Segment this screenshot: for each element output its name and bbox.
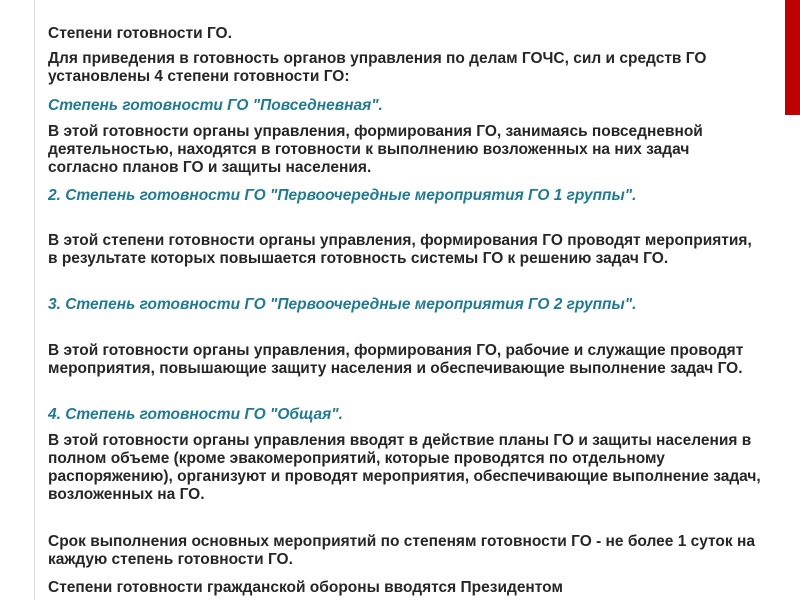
level-1-heading: Степень готовности ГО "Повседневная".: [48, 97, 383, 114]
level-2-heading: 2. Степень готовности ГО "Первоочередные мероприятия ГО 1 группы".: [48, 187, 637, 204]
intro-paragraph: Для приведения в готовность органов управления по делам ГОЧС, сил и средств ГО установлены 4 степени готовности ГО:: [48, 50, 707, 85]
level-1-description: В этой готовности органы управления, формирования ГО, занимаясь повседневной деятельностью, находятся в готовности к выполнению возложенных на них задач согласно планов ГО и защиты населения.: [48, 123, 703, 176]
accent-bar: [785, 0, 800, 115]
level-4-heading: 4. Степень готовности ГО "Общая".: [48, 406, 343, 423]
level-3-description: В этой готовности органы управления, формирования ГО, рабочие и служащие проводят мероприятия, повышающие защиту населения и обеспечивающие выполнение задач ГО.: [48, 342, 744, 377]
slide-left-border: [34, 0, 35, 600]
slide-content: [48, 0, 763, 600]
level-2-description: В этой степени готовности органы управления, формирования ГО проводят мероприятия, в результате которых повышается готовность системы ГО к решению задач ГО.: [48, 232, 752, 267]
introduction-paragraph: Степени готовности гражданской обороны вводятся Президентом: [48, 579, 563, 596]
level-4-description: В этой готовности органы управления вводят в действие планы ГО и защиты населения в полном объеме (кроме эвакомероприятий, которые проводятся по отдельному распоряжению), организуют и проводят мероприятия, обеспечивающие выполнение задач, возложенных на ГО.: [48, 432, 761, 503]
level-3-heading: 3. Степень готовности ГО "Первоочередные мероприятия ГО 2 группы".: [48, 296, 637, 313]
slide-heading: Степени готовности ГО.: [48, 25, 232, 42]
deadline-paragraph: Срок выполнения основных мероприятий по степеням готовности ГО - не более 1 суток на каждую степень готовности ГО.: [48, 533, 755, 568]
